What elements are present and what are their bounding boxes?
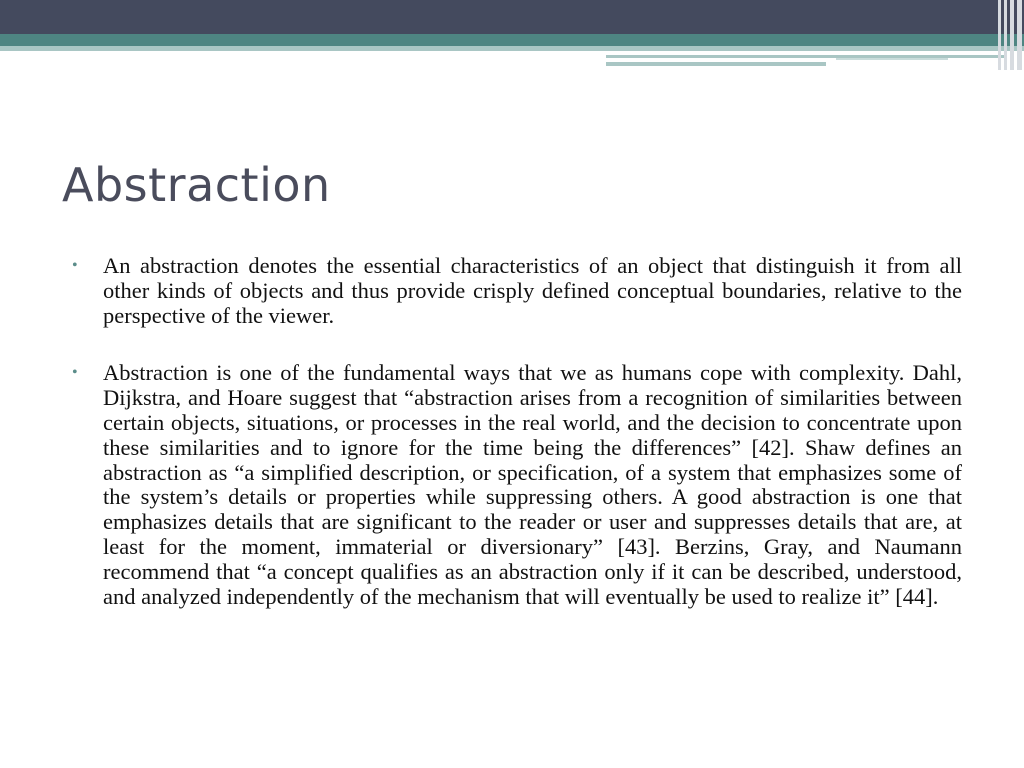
bullet-text: An abstraction denotes the essential characteristics of an object that distinguish it from all other kinds of objects and thus provide crisply defined conceptual boundaries, relative to the perspective of the viewer. bbox=[103, 253, 962, 328]
bullet-icon: • bbox=[72, 257, 78, 274]
bullet-list bbox=[72, 254, 962, 642]
header-dark-band bbox=[0, 0, 1024, 34]
decorative-line bbox=[606, 62, 826, 66]
decorative-stripes bbox=[994, 0, 1024, 70]
bullet-icon: • bbox=[72, 364, 78, 382]
bullet-item bbox=[72, 361, 962, 609]
header-teal-band bbox=[0, 34, 1024, 46]
bullet-text: Abstraction is one of the fundamental ways that we as humans cope with complexity. Dahl, Dijkstra, and Hoare suggest that “abstraction arises from a recognition of similarities between certain objects, situations, or processes in the real world, and the decision to concentrate upon these similarities and to ignore for the time being the differences” [42]. Shaw defines an abstraction as “a simplified description, or specification, of a system that emphasizes some of the system’s details or properties while suppressing others. A good abstraction is one that emphasizes details that are significant to the reader or user and suppresses details that are, at least for the moment, immaterial or diversionary” [43]. Berzins, Gray, and Naumann recommend that “a concept qualifies as an abstraction only if it can be described, understood, and analyzed independently of the mechanism that will eventually be used to realize it” [44]. bbox=[103, 360, 962, 609]
slide-title: Abstraction bbox=[62, 158, 331, 212]
header-light-band bbox=[0, 46, 1024, 51]
decorative-line bbox=[836, 58, 948, 60]
bullet-item bbox=[72, 254, 962, 328]
